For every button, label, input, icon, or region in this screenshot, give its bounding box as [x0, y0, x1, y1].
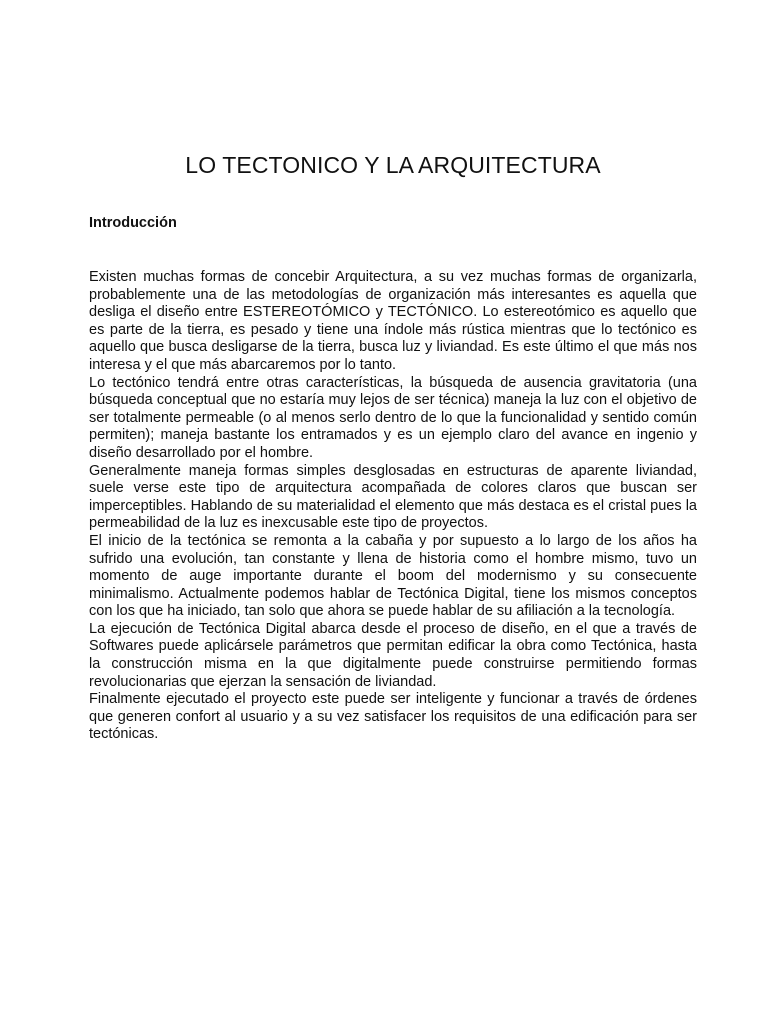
section-heading-introduccion: Introducción: [89, 215, 177, 231]
paragraph-1: Existen muchas formas de concebir Arquitectura, a su vez muchas formas de organizarla, probablemente una de las metodologías de organización más interesantes es aquella que desliga el diseño entre ESTEREOTÓMICO y TECTÓNICO. Lo estereotómico es aquello que es parte de la tierra, es pesado y tiene una índole más rústica mientras que lo tectónico es aquello que busca desligarse de la tierra, busca luz y liviandad. Es este último el que más nos interesa y el que más abarcaremos por lo tanto.: [89, 269, 697, 373]
paragraph-6: Finalmente ejecutado el proyecto este puede ser inteligente y funcionar a través de órdenes que generen confort al usuario y a su vez satisfacer los requisitos de una edificación para ser tectónicas.: [89, 691, 697, 743]
paragraph-2: Lo tectónico tendrá entre otras características, la búsqueda de ausencia gravitatoria (una búsqueda conceptual que no estaría muy lejos de ser técnica) maneja la luz con el objetivo de ser totalmente permeable (o al menos serlo dentro de lo que la funcionalidad y sentido común permiten); maneja bastante los entramados y es un ejemplo claro del avance en ingenio y diseño desarrollado por el hombre.: [89, 374, 697, 461]
paragraph-3: Generalmente maneja formas simples desglosadas en estructuras de aparente liviandad, suele verse este tipo de arquitectura acompañada de colores claros que buscan ser imperceptibles. Hablando de su materialidad el elemento que más destaca es el cristal pues la permeabilidad de la luz es inexcusable este tipo de proyectos.: [89, 462, 697, 532]
body-text: [89, 269, 697, 744]
paragraph-4: El inicio de la tectónica se remonta a la cabaña y por supuesto a lo largo de los años ha sufrido una evolución, tan constante y llena de historia como el hombre mismo, tuvo un momento de auge importante durante el boom del modernismo y su consecuente minimalismo. Actualmente podemos hablar de Tectónica Digital, tiene los mismos conceptos con los que ha iniciado, tan solo que ahora se puede hablar de su afiliación a la tecnología.: [89, 532, 697, 620]
document-title: LO TECTONICO Y LA ARQUITECTURA: [185, 152, 601, 178]
paragraph-5: La ejecución de Tectónica Digital abarca desde el proceso de diseño, en el que a través de Softwares puede aplicársele parámetros que permitan edificar la obra como Tectónica, hasta la construcción misma en la que digitalmente puede construirse permitiendo formas revolucionarias que ejerzan la sensación de liviandad.: [89, 620, 697, 690]
